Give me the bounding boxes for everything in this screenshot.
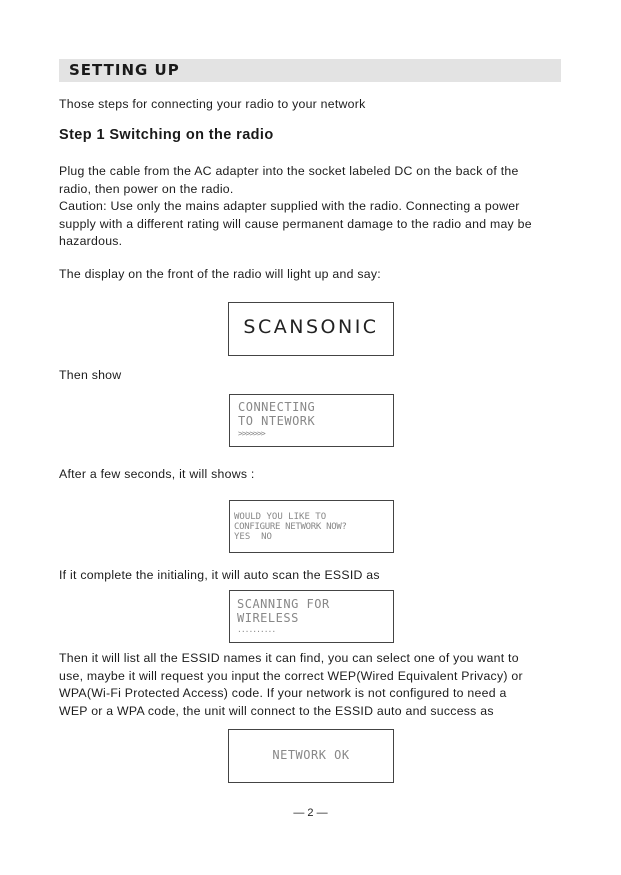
connecting-progress: >>>>>>>	[238, 429, 265, 438]
scanning-line-1: SCANNING FOR	[237, 597, 330, 611]
connecting-line-2: TO NTEWORK	[238, 414, 316, 428]
configure-options: YES NO	[234, 532, 272, 542]
section-title: SETTING UP	[69, 61, 180, 79]
configure-display	[229, 500, 394, 553]
connecting-display	[229, 394, 394, 447]
intro-text: Those steps for connecting your radio to your network	[59, 97, 366, 111]
configure-line-1: WOULD YOU LIKE TO	[234, 512, 327, 522]
scanning-line-2: WIRELESS	[237, 611, 299, 625]
connecting-line-1: CONNECTING	[238, 400, 316, 414]
page-number: — 2 —	[293, 807, 328, 819]
display-intro-text: The display on the front of the radio will light up and say:	[59, 267, 381, 281]
step-1-paragraph-line-2: radio, then power on the radio.	[59, 181, 234, 196]
step-1-paragraph-line-4: supply with a different rating will cause permanent damage to the radio and may be	[59, 216, 532, 231]
after-seconds-text: After a few seconds, it will shows :	[59, 467, 255, 481]
network-ok-text: NETWORK OK	[272, 748, 350, 762]
network-ok-display	[228, 729, 394, 783]
scanning-progress: ..........	[237, 625, 276, 634]
step-1-paragraph-line-1: Plug the cable from the AC adapter into the socket labeled DC on the back of the	[59, 164, 519, 178]
essid-paragraph-line-1: Then it will list all the ESSID names it can find, you can select one of you want to	[59, 651, 519, 665]
brand-display	[228, 302, 394, 356]
auto-scan-text: If it complete the initialing, it will auto scan the ESSID as	[59, 568, 380, 582]
essid-paragraph-line-4: WEP or a WPA code, the unit will connect to the ESSID auto and success as	[59, 703, 494, 718]
essid-paragraph-line-3: WPA(Wi-Fi Protected Access) code. If your network is not configured to need a	[59, 686, 507, 700]
configure-line-2: CONFIGURE NETWORK NOW?	[234, 522, 347, 532]
step-1-heading: Step 1 Switching on the radio	[59, 127, 274, 143]
then-show-text: Then show	[59, 368, 122, 382]
section-header-bar	[59, 59, 561, 82]
step-1-paragraph-line-3: Caution: Use only the mains adapter supplied with the radio. Connecting a power	[59, 199, 520, 213]
essid-paragraph-line-2: use, maybe it will request you input the correct WEP(Wired Equivalent Privacy) or	[59, 668, 523, 683]
step-1-paragraph-line-5: hazardous.	[59, 234, 123, 248]
scanning-display	[229, 590, 394, 643]
brand-logo-text: SCANSONIC	[243, 316, 379, 338]
